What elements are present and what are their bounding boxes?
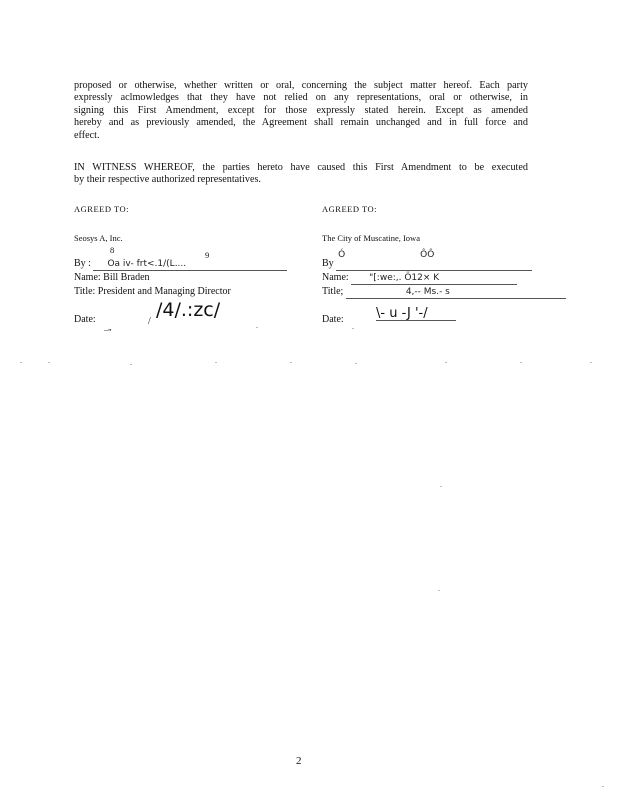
company-name: Seosys A, Inc. xyxy=(74,233,123,243)
signature-mark: ÔÔ xyxy=(420,250,435,260)
date-label: Date: xyxy=(74,314,96,325)
signature xyxy=(336,250,532,271)
signer-name: Name: Bill Braden xyxy=(74,272,150,283)
closing-paragraph xyxy=(74,80,528,142)
agreed-to-label: AGREED TO: xyxy=(322,204,377,214)
company-name: The City of Muscatine, Iowa xyxy=(322,233,420,243)
handwritten-date: \- u -J '-/ xyxy=(376,308,456,321)
date-label: Date: xyxy=(322,314,344,325)
signer-title: Title: President and Managing Director xyxy=(74,286,231,297)
paragraph-line: expressly aclmowledges that they have not relied on any representations, oral or otherwise, in xyxy=(74,92,528,104)
by-line xyxy=(74,258,287,271)
signer-name-line xyxy=(322,272,517,285)
signature: Oa iv- frt<.1/(L.... xyxy=(93,258,287,271)
signature-mark: _„ xyxy=(104,323,112,332)
handwritten-date: /4/.:zc/ xyxy=(156,299,221,321)
signature-mark: / xyxy=(148,316,151,327)
paragraph-line: effect. xyxy=(74,129,100,141)
page-number: 2 xyxy=(296,755,302,767)
signer-title-line xyxy=(322,286,566,299)
witness-paragraph xyxy=(74,162,528,187)
paragraph-line: proposed or otherwise, whether written or oral, concerning the subject matter hereof. Each party xyxy=(74,80,528,91)
by-label: By : xyxy=(74,258,91,269)
signature-mark: Ó xyxy=(338,250,346,260)
paragraph-line: by their respective authorized representatives. xyxy=(74,174,261,186)
agreed-to-label: AGREED TO: xyxy=(74,204,129,214)
by-line xyxy=(322,250,532,271)
signature-mark: 8 xyxy=(110,245,115,255)
name-label: Name: xyxy=(322,272,349,283)
title-signature: 4,-- Ms.- s xyxy=(346,286,566,299)
by-label: By xyxy=(322,258,334,269)
title-label: Title; xyxy=(322,286,344,297)
paragraph-line: signing this First Amendment, except for those expressly stated herein. Except as amended xyxy=(74,104,528,116)
paragraph-line: hereby and as previously amended, the Agreement shall remain unchanged and in full force and xyxy=(74,117,528,129)
signature-mark: 9 xyxy=(205,250,210,260)
name-signature: "[:we:,. Ö12× K xyxy=(351,272,517,285)
paragraph-line: IN WITNESS WHEREOF, the parties hereto have caused this First Amendment to be executed xyxy=(74,162,528,173)
